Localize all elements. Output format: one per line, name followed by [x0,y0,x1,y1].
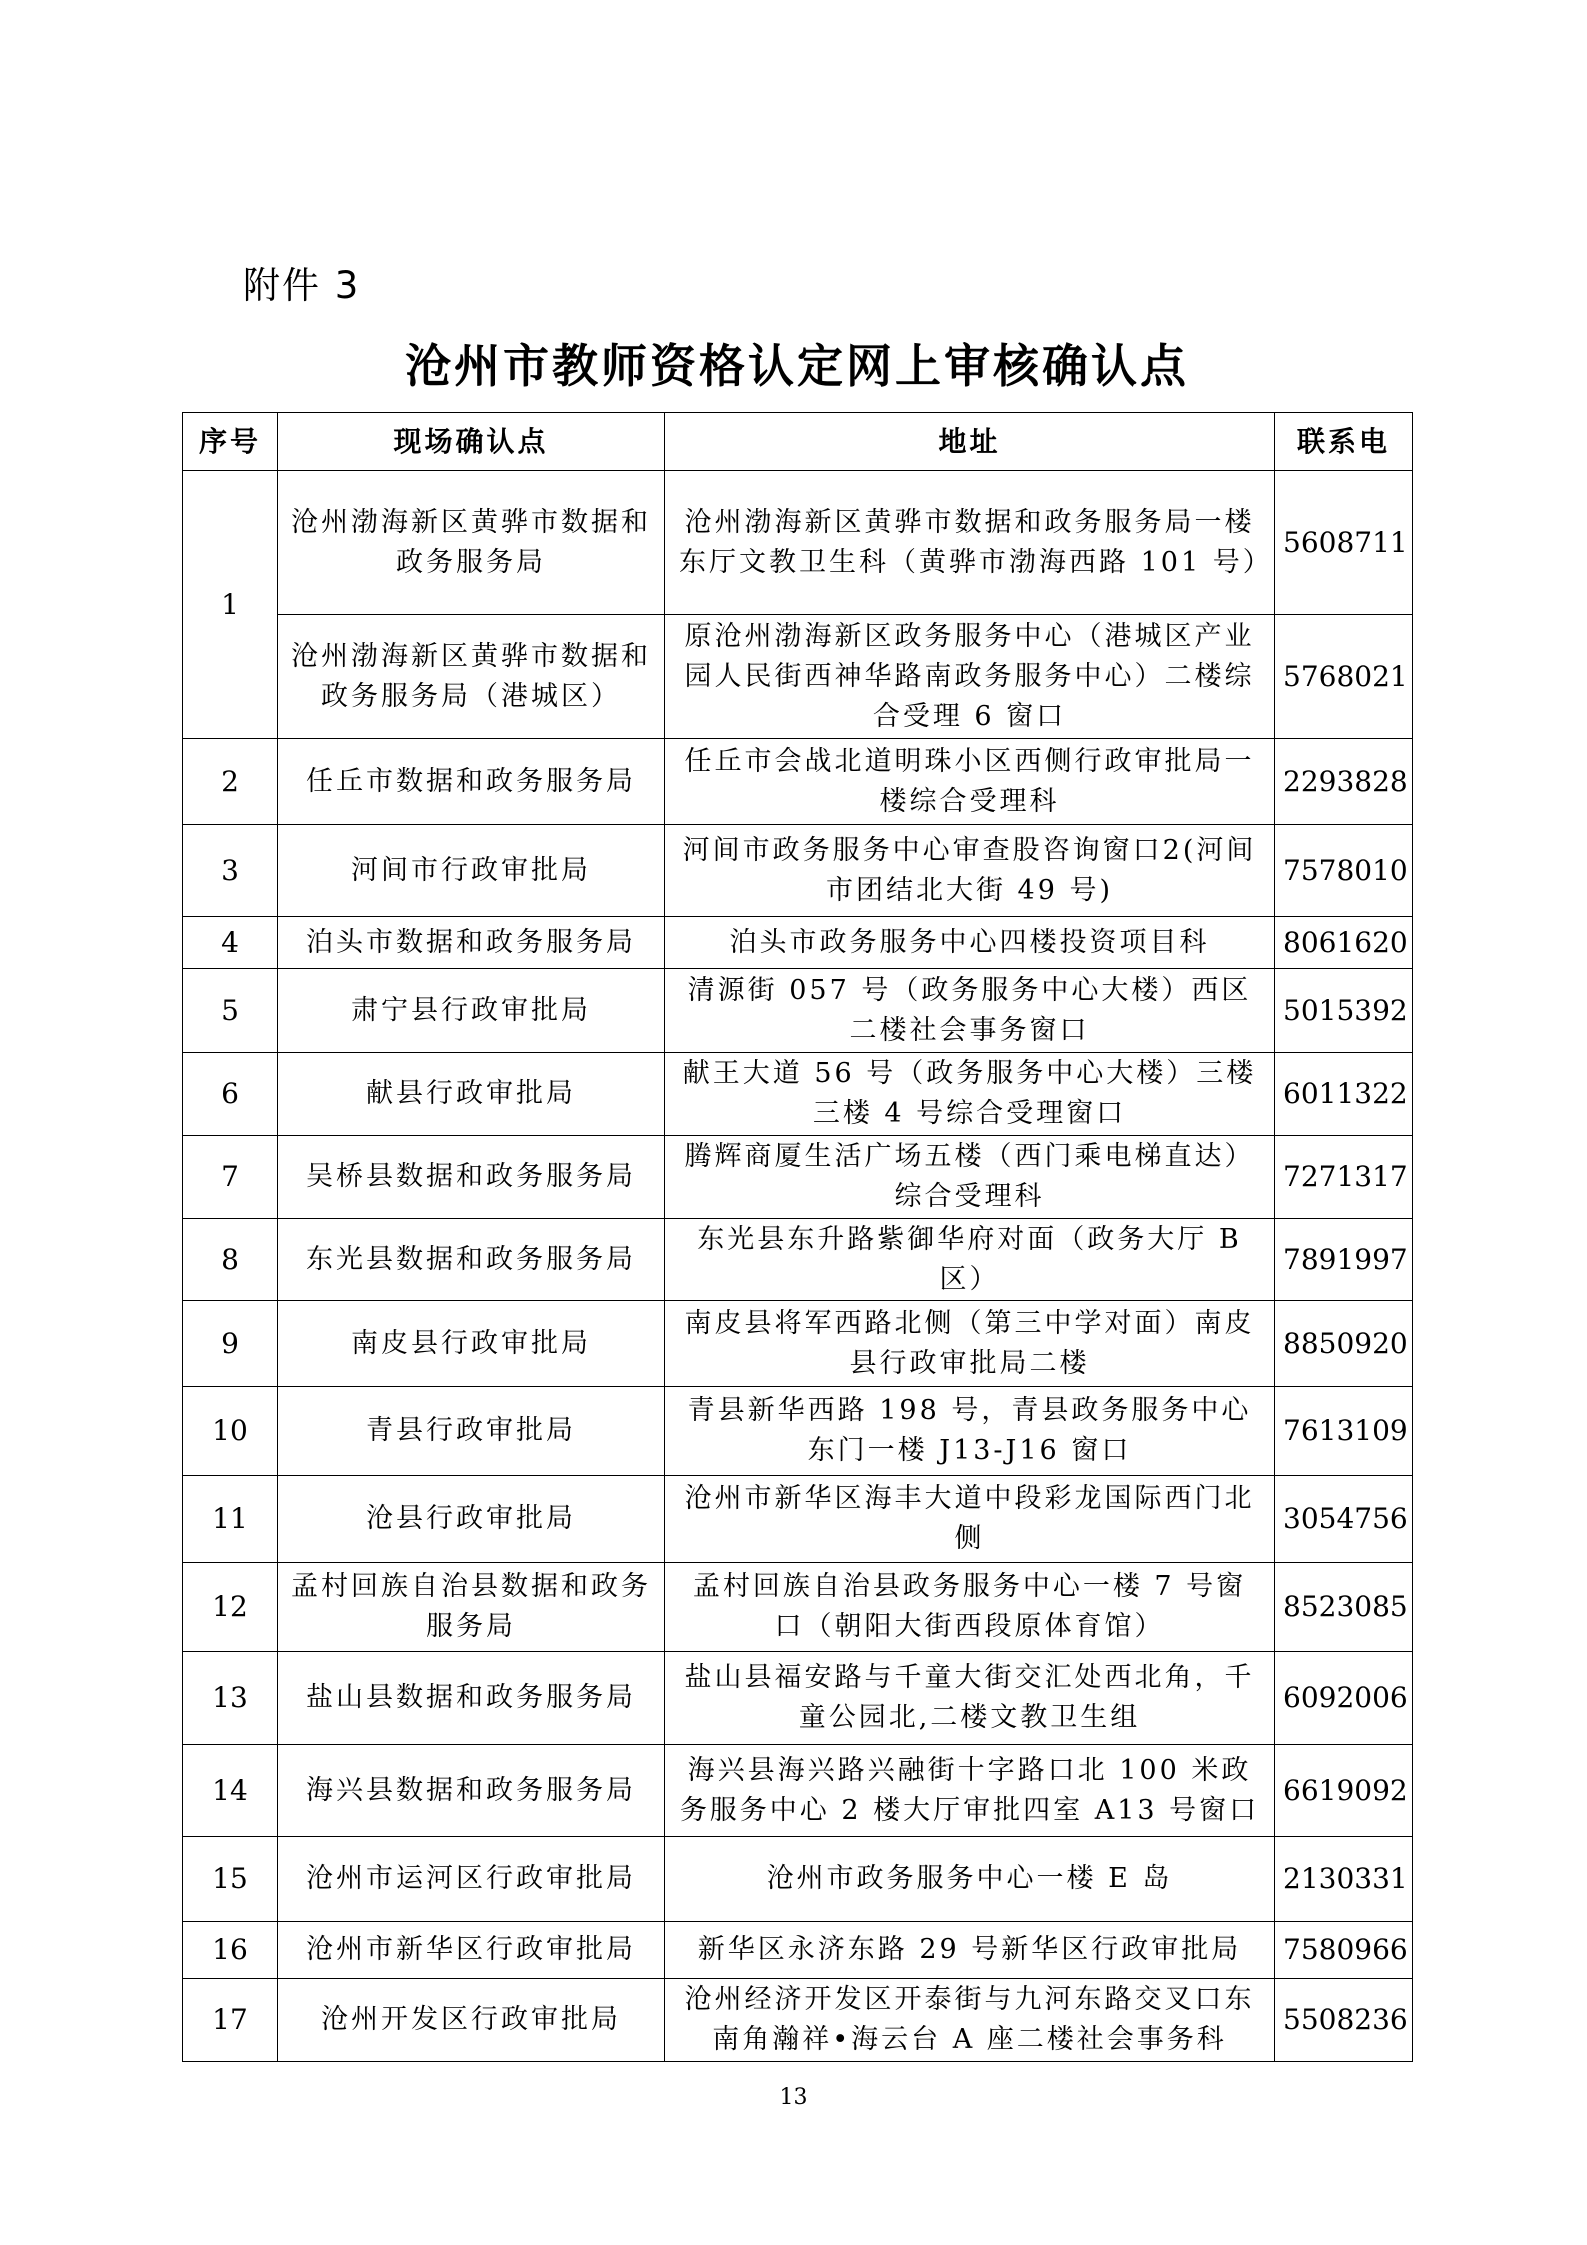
row-site: 海兴县数据和政务服务局 [278,1745,665,1837]
row-address: 原沧州渤海新区政务服务中心（港城区产业园人民街西神华路南政务服务中心）二楼综合受理 6 窗口 [665,615,1275,739]
table-row [183,1387,1413,1476]
row-address: 沧州市新华区海丰大道中段彩龙国际西门北侧 [665,1476,1275,1563]
document-title: 沧州市教师资格认定网上审核确认点 [405,339,1189,393]
row-seq: 10 [183,1387,278,1476]
confirmation-sites-table [182,412,1413,2062]
header-site: 现场确认点 [278,413,665,471]
table-row [183,1563,1413,1652]
row-site: 沧州开发区行政审批局 [278,1979,665,2062]
table-row [183,1301,1413,1387]
row-site: 肃宁县行政审批局 [278,969,665,1053]
row-phone: 5768021 [1275,615,1413,739]
table-row [183,615,1413,739]
table-row [183,1745,1413,1837]
row-seq: 11 [183,1476,278,1563]
row-seq: 14 [183,1745,278,1837]
row-phone: 7271317 [1275,1136,1413,1219]
header-phone: 联系电 [1275,413,1413,471]
row-phone: 7580966 [1275,1922,1413,1979]
table-row [183,1219,1413,1301]
row-address: 南皮县将军西路北侧（第三中学对面）南皮县行政审批局二楼 [665,1301,1275,1387]
row-phone: 7578010 [1275,825,1413,917]
row-phone: 2130331 [1275,1837,1413,1922]
table-row [183,917,1413,969]
row-address: 海兴县海兴路兴融街十字路口北 100 米政务服务中心 2 楼大厅审批四室 A13 号窗口 [665,1745,1275,1837]
table-row [183,825,1413,917]
table-row [183,1136,1413,1219]
row-site: 河间市行政审批局 [278,825,665,917]
row-site: 南皮县行政审批局 [278,1301,665,1387]
row-address: 盐山县福安路与千童大街交汇处西北角，千童公园北,二楼文教卫生组 [665,1652,1275,1745]
table-row [183,1922,1413,1979]
row-phone: 6011322 [1275,1053,1413,1136]
row-site: 沧州渤海新区黄骅市数据和政务服务局 [278,471,665,615]
table-row [183,1053,1413,1136]
row-address: 沧州市政务服务中心一楼 E 岛 [665,1837,1275,1922]
table-row [183,969,1413,1053]
row-address: 清源街 057 号（政务服务中心大楼）西区二楼社会事务窗口 [665,969,1275,1053]
row-address: 青县新华西路 198 号，青县政务服务中心东门一楼 J13-J16 窗口 [665,1387,1275,1476]
row-site: 青县行政审批局 [278,1387,665,1476]
row-phone: 8523085 [1275,1563,1413,1652]
row-address: 任丘市会战北道明珠小区西侧行政审批局一楼综合受理科 [665,739,1275,825]
row-seq: 4 [183,917,278,969]
row-address: 腾辉商厦生活广场五楼（西门乘电梯直达）综合受理科 [665,1136,1275,1219]
row-seq: 16 [183,1922,278,1979]
row-address: 泊头市政务服务中心四楼投资项目科 [665,917,1275,969]
row-phone: 6092006 [1275,1652,1413,1745]
row-phone: 7891997 [1275,1219,1413,1301]
header-address: 地址 [665,413,1275,471]
attachment-label: 附件 3 [243,264,361,307]
row-seq: 3 [183,825,278,917]
row-site: 沧州市新华区行政审批局 [278,1922,665,1979]
row-address: 孟村回族自治县政务服务中心一楼 7 号窗口（朝阳大街西段原体育馆） [665,1563,1275,1652]
row-phone: 8061620 [1275,917,1413,969]
row-address: 献王大道 56 号（政务服务中心大楼）三楼三楼 4 号综合受理窗口 [665,1053,1275,1136]
row-site: 任丘市数据和政务服务局 [278,739,665,825]
row-seq: 12 [183,1563,278,1652]
row-seq: 15 [183,1837,278,1922]
header-seq: 序号 [183,413,278,471]
table-row [183,739,1413,825]
row-seq: 5 [183,969,278,1053]
row-seq: 2 [183,739,278,825]
table-row [183,1476,1413,1563]
row-seq: 17 [183,1979,278,2062]
row-address: 新华区永济东路 29 号新华区行政审批局 [665,1922,1275,1979]
row-site: 沧州渤海新区黄骅市数据和政务服务局（港城区） [278,615,665,739]
row-site: 东光县数据和政务服务局 [278,1219,665,1301]
row-site: 沧州市运河区行政审批局 [278,1837,665,1922]
row-phone: 2293828 [1275,739,1413,825]
row-site: 献县行政审批局 [278,1053,665,1136]
page-number: 13 [779,2085,808,2110]
table-row [183,1652,1413,1745]
row-seq: 7 [183,1136,278,1219]
table-row [183,1837,1413,1922]
row-address: 沧州经济开发区开泰街与九河东路交叉口东南角瀚祥•海云台 A 座二楼社会事务科 [665,1979,1275,2062]
row-site: 吴桥县数据和政务服务局 [278,1136,665,1219]
row-site: 孟村回族自治县数据和政务服务局 [278,1563,665,1652]
row-site: 盐山县数据和政务服务局 [278,1652,665,1745]
row-phone: 5608711 [1275,471,1413,615]
row-site: 泊头市数据和政务服务局 [278,917,665,969]
row-phone: 5015392 [1275,969,1413,1053]
row-seq: 9 [183,1301,278,1387]
row-seq: 13 [183,1652,278,1745]
row-phone: 8850920 [1275,1301,1413,1387]
row-address: 东光县东升路紫御华府对面（政务大厅 B 区） [665,1219,1275,1301]
row-phone: 7613109 [1275,1387,1413,1476]
row-seq: 6 [183,1053,278,1136]
row-site: 沧县行政审批局 [278,1476,665,1563]
table-row [183,1979,1413,2062]
row-seq: 1 [183,471,278,739]
row-phone: 5508236 [1275,1979,1413,2062]
table-header-row [183,413,1413,471]
row-phone: 6619092 [1275,1745,1413,1837]
row-address: 河间市政务服务中心审查股咨询窗口2(河间市团结北大街 49 号) [665,825,1275,917]
row-seq: 8 [183,1219,278,1301]
row-phone: 3054756 [1275,1476,1413,1563]
row-address: 沧州渤海新区黄骅市数据和政务服务局一楼东厅文教卫生科（黄骅市渤海西路 101 号） [665,471,1275,615]
table-row [183,471,1413,615]
